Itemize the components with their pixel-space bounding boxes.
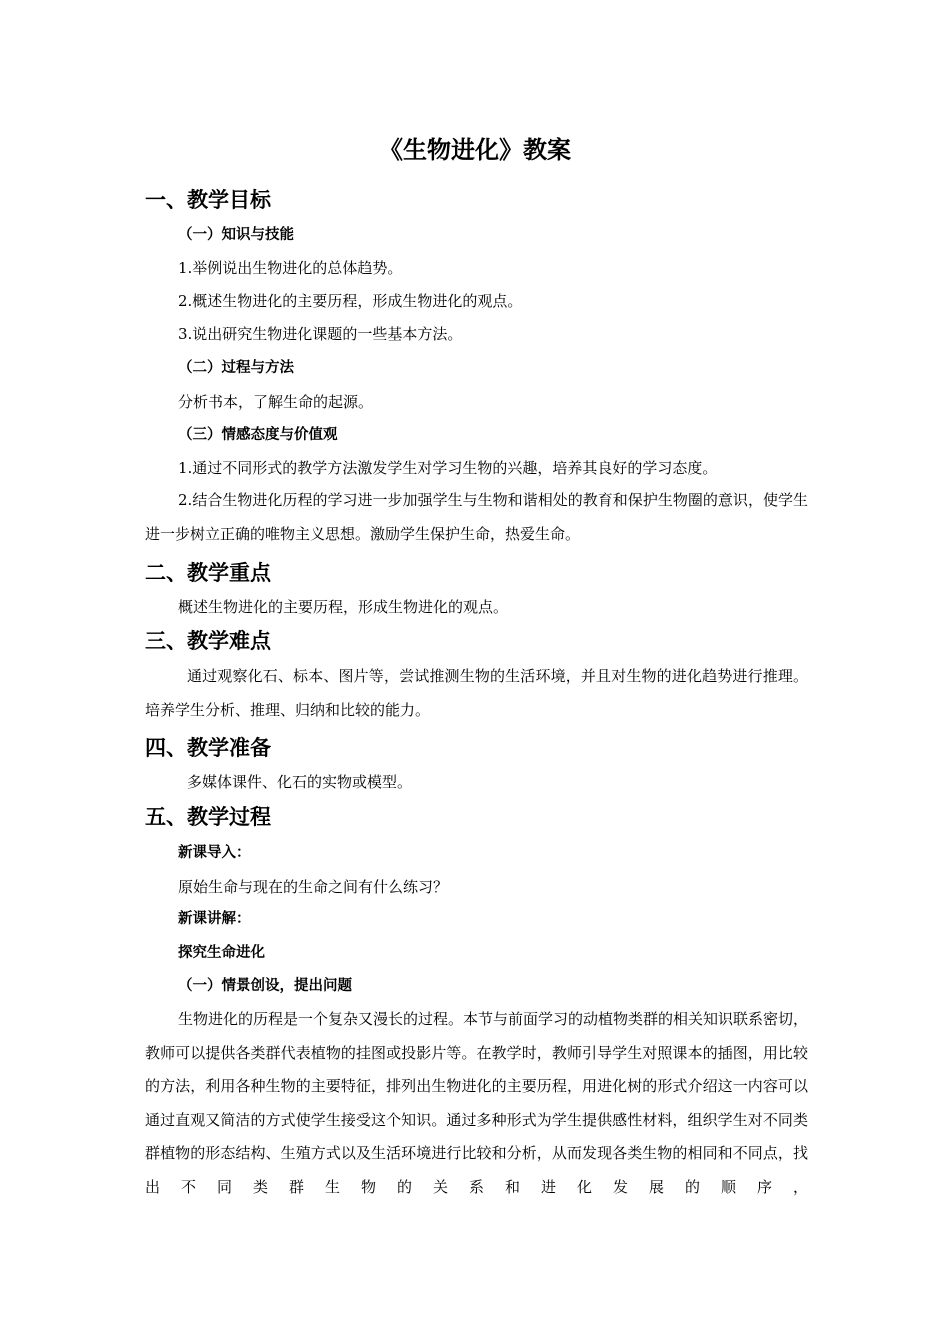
- section-heading-process: 五、教学过程: [145, 805, 271, 829]
- subheading-process-method: （二）过程与方法: [178, 360, 294, 376]
- section-heading-difficulties: 三、教学难点: [145, 629, 271, 653]
- section-heading-key-points: 二、教学重点: [145, 561, 271, 585]
- label-new-lesson-lecture: 新课讲解：: [178, 911, 251, 927]
- list-item: 3.说出研究生物进化课题的一些基本方法。: [178, 325, 463, 343]
- document-title: 《生物进化》教案: [379, 136, 571, 164]
- section-heading-objectives: 一、教学目标: [145, 188, 271, 212]
- list-item: 2.概述生物进化的主要历程，形成生物进化的观点。: [178, 292, 523, 310]
- subheading-knowledge-skills: （一）知识与技能: [178, 227, 294, 243]
- list-item: 1.举例说出生物进化的总体趋势。: [178, 259, 403, 277]
- paragraph: 多媒体课件、化石的实物或模型。: [187, 773, 413, 791]
- label-new-lesson-intro: 新课导入：: [178, 845, 251, 861]
- label-explore-evolution: 探究生命进化: [178, 945, 265, 961]
- paragraph: 通过观察化石、标本、图片等，尝试推测生物的生活环境，并且对生物的进化趋势进行推理。培养学生分析、推理、归纳和比较的能力。: [145, 667, 808, 719]
- list-item: 2.结合生物进化历程的学习进一步加强学生与生物和谐相处的教育和保护生物圈的意识，使学生进一步树立正确的唯物主义思想。激励学生保护生命，热爱生命。: [145, 491, 808, 543]
- paragraph: 生物进化的历程是一个复杂又漫长的过程。本节与前面学习的动植物类群的相关知识联系密切，教师可以提供各类群代表植物的挂图或投影片等。在教学时，教师引导学生对照课本的插图，用比较的方法，利用各种生物的主要特征，排列出生物进化的主要历程，用进化树的形式介绍这一内容可以通过直观又简洁的方式使学生接受这个知识。通过多种形式为学生提供感性材料，组织学生对不同类群植物的形态结构、生殖方式以及生活环境进行比较和分析，从而发现各类生物的相同和不同点，找出不同类群生物的关系和进化发展的顺序，: [145, 1010, 809, 1196]
- paragraph: 概述生物进化的主要历程，形成生物进化的观点。: [178, 598, 509, 616]
- list-item: 1.通过不同形式的教学方法激发学生对学习生物的兴趣，培养其良好的学习态度。: [178, 459, 718, 477]
- paragraph: 分析书本，了解生命的起源。: [178, 393, 374, 411]
- paragraph: 原始生命与现在的生命之间有什么练习？: [178, 878, 449, 896]
- subheading-attitude-values: （三）情感态度与价值观: [178, 427, 338, 443]
- subheading-scenario: （一）情景创设，提出问题: [178, 978, 352, 994]
- section-heading-preparation: 四、教学准备: [145, 736, 271, 760]
